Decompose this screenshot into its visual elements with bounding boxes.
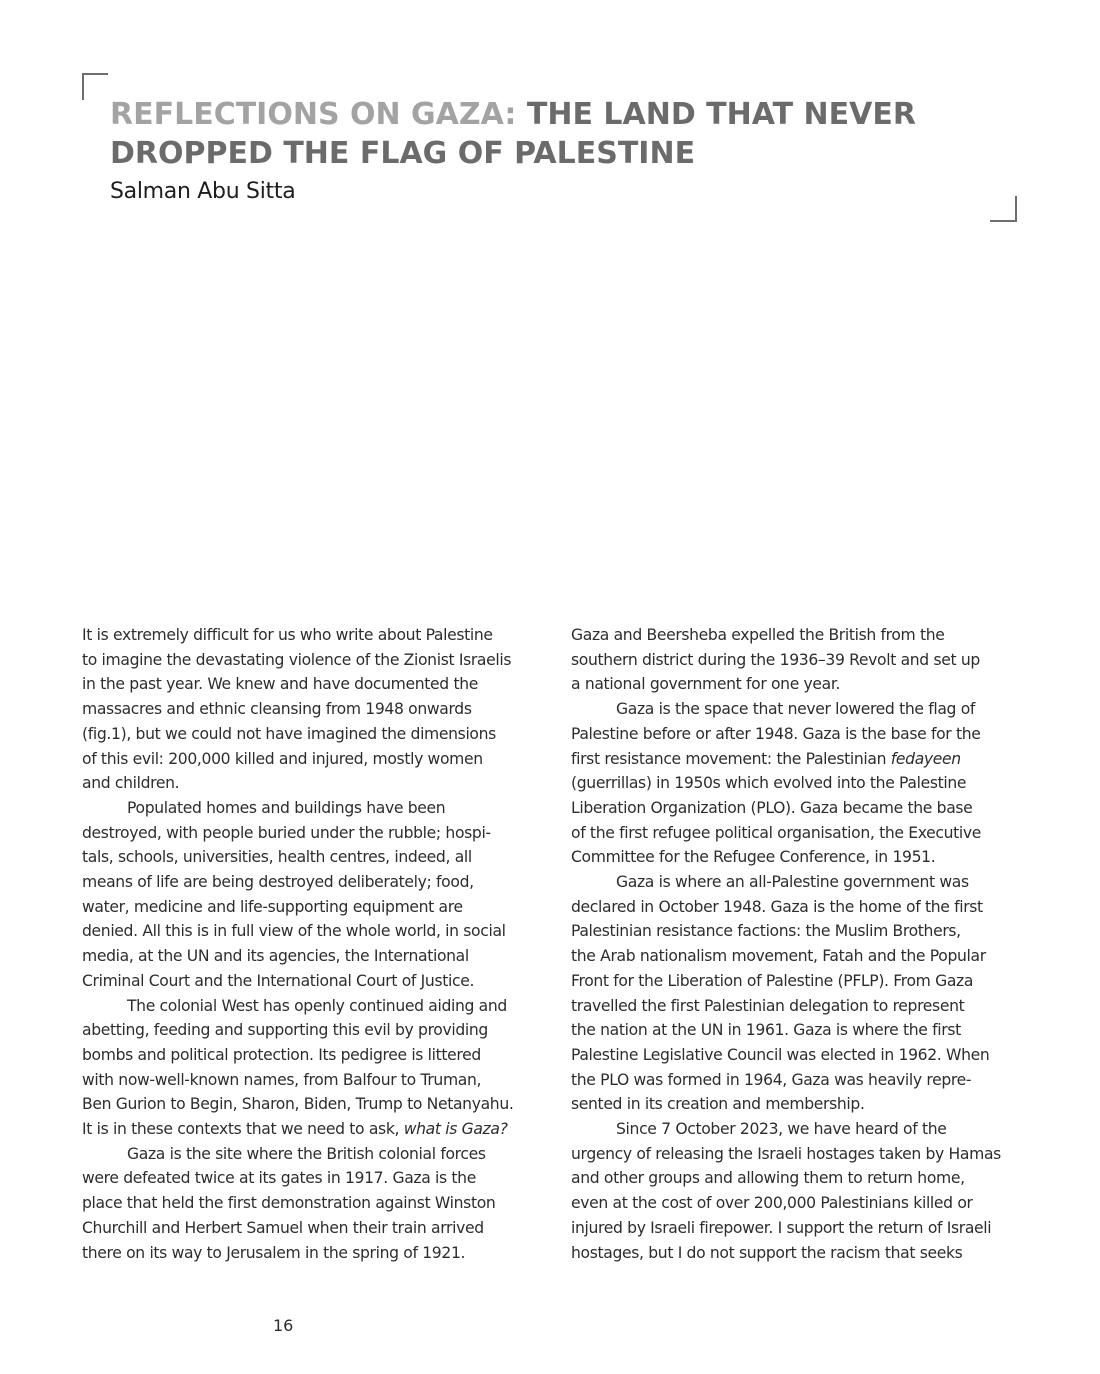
text-line: of this evil: 200,000 killed and injured, mostly women <box>82 749 483 768</box>
text-line: tals, schools, universities, health centres, indeed, all <box>82 848 472 867</box>
italic-question: what is Gaza? <box>403 1120 508 1139</box>
text-line: of the first refugee political organisation, the Executive <box>571 823 981 842</box>
text-line: the Arab nationalism movement, Fatah and the Popular <box>571 947 986 966</box>
text-line: were defeated twice at its gates in 1917. Gaza is the <box>82 1169 476 1188</box>
text-line: media, at the UN and its agencies, the International <box>82 947 469 966</box>
text-run: It is in these contexts that we need to ask, <box>82 1120 404 1139</box>
text-line: Churchill and Herbert Samuel when their train arrived <box>82 1218 484 1237</box>
right-column <box>571 623 1026 1265</box>
paragraph <box>82 796 542 994</box>
italic-term: fedayeen <box>890 749 961 768</box>
text-line: Gaza is the site where the British colonial forces <box>127 1144 486 1163</box>
paragraph <box>82 994 542 1142</box>
text-line: Palestine Legislative Council was elected in 1962. When <box>571 1045 990 1064</box>
text-line: Since 7 October 2023, we have heard of the <box>616 1120 947 1139</box>
text-line: abetting, feeding and supporting this evil by providing <box>82 1021 488 1040</box>
text-line: Liberation Organization (PLO). Gaza became the base <box>571 798 973 817</box>
text-line: injured by Israeli firepower. I support the return of Israeli <box>571 1218 992 1237</box>
title-prefix: REFLECTIONS ON GAZA: <box>110 97 527 132</box>
text-line: water, medicine and life-supporting equipment are <box>82 897 463 916</box>
text-line: It is extremely difficult for us who write about Palestine <box>82 626 493 644</box>
text-line: The colonial West has openly continued aiding and <box>127 996 507 1015</box>
text-line: destroyed, with people buried under the rubble; hospi- <box>82 823 491 842</box>
text-line: Committee for the Refugee Conference, in 1951. <box>571 848 936 867</box>
corner-crop-mark-bottom-right <box>990 196 1017 222</box>
text-line: (guerrillas) in 1950s which evolved into the Palestine <box>571 774 967 793</box>
text-line: Gaza and Beersheba expelled the British from the <box>571 626 945 644</box>
text-line: declared in October 1948. Gaza is the home of the first <box>571 897 983 916</box>
paragraph <box>571 697 1026 870</box>
text-line: the nation at the UN in 1961. Gaza is where the first <box>571 1021 961 1040</box>
text-line: even at the cost of over 200,000 Palestinians killed or <box>571 1194 973 1213</box>
author-name: Salman Abu Sitta <box>110 179 296 204</box>
text-line: hostages, but I do not support the racism that seeks <box>571 1243 963 1262</box>
text-line: Front for the Liberation of Palestine (PFLP). From Gaza <box>571 971 974 990</box>
text-line: sented in its creation and membership. <box>571 1095 865 1114</box>
text-line: Palestinian resistance factions: the Muslim Brothers, <box>571 922 961 941</box>
page-number: 16 <box>273 1316 294 1335</box>
text-line: denied. All this is in full view of the whole world, in social <box>82 922 506 941</box>
text-line: Gaza is the space that never lowered the flag of <box>616 700 976 719</box>
text-line: Gaza is where an all-Palestine government was <box>616 873 969 892</box>
paragraph <box>571 1117 1026 1265</box>
text-line: in the past year. We knew and have documented the <box>82 675 478 694</box>
text-line: place that held the first demonstration against Winston <box>82 1194 496 1213</box>
paragraph <box>571 623 1026 697</box>
text-run: first resistance movement: the Palestinian <box>571 749 891 768</box>
text-line: (fig.1), but we could not have imagined the dimensions <box>82 724 496 743</box>
text-line: urgency of releasing the Israeli hostages taken by Hamas <box>571 1144 1001 1163</box>
text-line: travelled the first Palestinian delegation to represent <box>571 996 965 1015</box>
text-line <box>82 1117 542 1142</box>
paragraph <box>82 623 542 796</box>
text-line: and children. <box>82 774 180 793</box>
text-line <box>571 747 1026 772</box>
text-line: southern district during the 1936–39 Revolt and set up <box>571 650 980 669</box>
text-line: with now-well-known names, from Balfour to Truman, <box>82 1070 482 1089</box>
article-title <box>110 95 1010 173</box>
text-line: massacres and ethnic cleansing from 1948 onwards <box>82 700 472 719</box>
text-line: Ben Gurion to Begin, Sharon, Biden, Trump to Netanyahu. <box>82 1095 514 1114</box>
text-line: Criminal Court and the International Court of Justice. <box>82 971 475 990</box>
text-line: a national government for one year. <box>571 675 841 694</box>
title-main-line1: THE LAND THAT NEVER <box>526 97 916 132</box>
title-main-line2: DROPPED THE FLAG OF PALESTINE <box>110 136 696 171</box>
corner-crop-mark-top-left <box>82 73 108 100</box>
text-line: to imagine the devastating violence of the Zionist Israelis <box>82 650 512 669</box>
text-line: means of life are being destroyed deliberately; food, <box>82 873 474 892</box>
text-line: bombs and political protection. Its pedigree is littered <box>82 1045 481 1064</box>
text-line: there on its way to Jerusalem in the spring of 1921. <box>82 1243 466 1262</box>
text-line: Populated homes and buildings have been <box>127 798 446 817</box>
paragraph <box>82 1142 542 1266</box>
text-line: the PLO was formed in 1964, Gaza was heavily repre- <box>571 1070 972 1089</box>
text-line: Palestine before or after 1948. Gaza is the base for the <box>571 724 981 743</box>
text-line: and other groups and allowing them to return home, <box>571 1169 965 1188</box>
left-column <box>82 623 542 1265</box>
paragraph <box>571 870 1026 1117</box>
